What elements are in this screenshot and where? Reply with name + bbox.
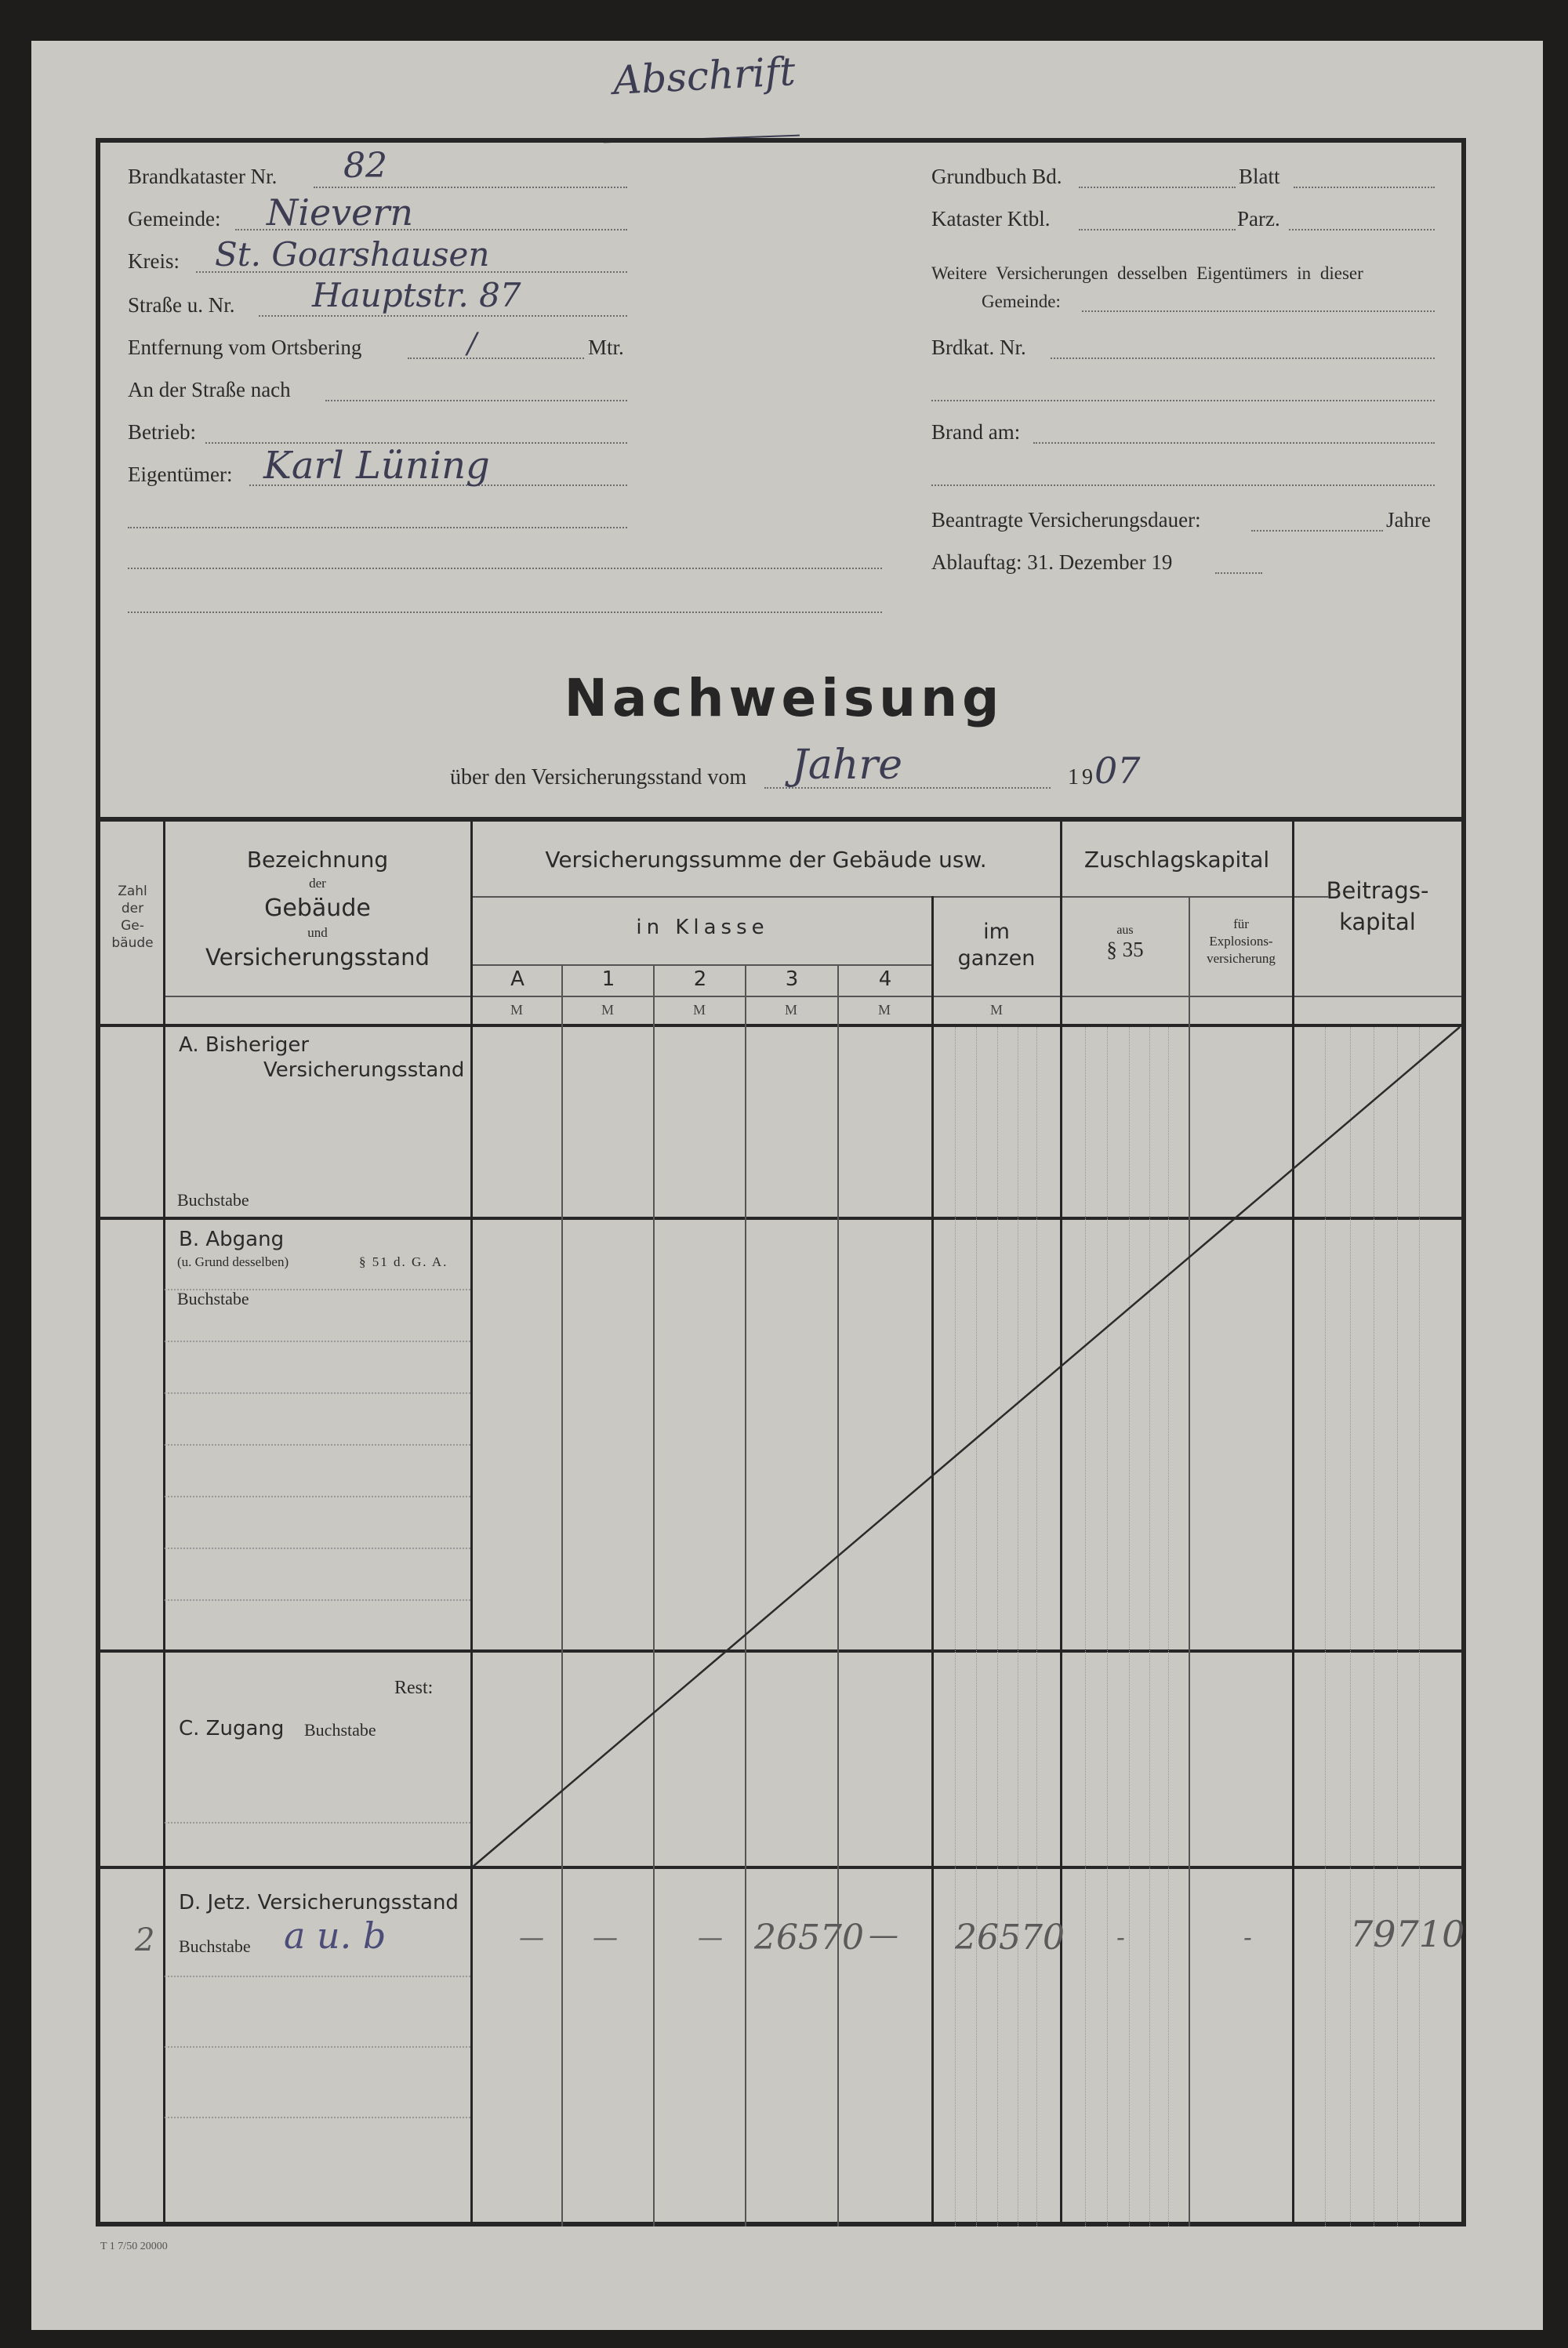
weitere-label: Weitere Versicherungen desselben Eigentümers in dieser [931,263,1363,283]
section-b-sub: (u. Grund desselben) [177,1254,289,1269]
weitere-label-2: Gemeinde: [982,292,1061,311]
header-beitrag-2: kapital [1339,909,1416,935]
section-b-para: § 51 d. G. A. [359,1254,448,1269]
d-value-klasse-4: — [869,1918,898,1952]
blatt-label: Blatt [1239,165,1280,188]
brdkat-label: Brdkat. Nr. [931,336,1026,359]
header-in-klasse: in Klasse [636,916,769,939]
brandkataster-value: 82 [343,146,387,186]
header-bezeichnung [165,847,470,971]
section-b-title: B. Abgang [179,1228,285,1251]
gemeinde-value: Nievern [267,191,414,234]
header-klasse-1: 1 [601,967,615,991]
header-versicherung: versicherung [1207,951,1276,966]
kataster-label: Kataster Ktbl. [931,207,1051,230]
header-klasse-3: 3 [785,967,799,991]
footer-print-code: T 1 7/50 20000 [100,2241,168,2252]
parz-label: Parz. [1237,207,1280,230]
section-b-buchstabe: Buchstabe [177,1289,249,1308]
entfernung-value: / [467,328,477,360]
dauer-label: Beantragte Versicherungsdauer: [931,508,1201,532]
header-im-ganzen [933,919,1060,972]
mark-2: M [692,1002,706,1018]
mark-1: M [601,1002,614,1018]
header-bezeichnung-3: Gebäude [264,895,371,922]
header-aus: aus [1116,924,1134,937]
header-zahl-line-3: Ge- [121,918,144,934]
entfernung-label: Entfernung vom Ortsbering [128,336,362,359]
d-value-im-ganzen: 26570 [955,1918,1065,1958]
form-title: Nachweisung [564,668,1004,728]
section-d-buchstabe: Buchstabe [179,1936,251,1956]
year-prefix: 19 [1068,765,1096,789]
section-d-title: D. Jetz. Versicherungsstand [179,1891,459,1914]
gemeinde-label: Gemeinde: [128,207,221,230]
section-a-buchstabe: Buchstabe [177,1190,249,1210]
eigentuemer-value: Karl Lüning [263,444,490,488]
header-zahl-line-2: der [121,901,144,916]
subtitle-label: über den Versicherungsstand vom [450,765,747,789]
entfernung-unit: Mtr. [588,336,624,359]
header-beitrag-1: Beitrags- [1326,877,1429,904]
mark-3: M [784,1002,797,1018]
section-a-title: A. Bisheriger [179,1033,310,1057]
header-bezeichnung-4: und [307,925,328,940]
header-bezeichnung-5: Versicherungsstand [205,944,430,971]
rest-label: Rest: [394,1678,434,1698]
header-para-35: § 35 [1106,938,1144,961]
mark-4: M [877,1002,891,1018]
header-bezeichnung-2: der [309,876,326,891]
subtitle-value: Jahre [792,742,902,789]
brandkataster-label: Brandkataster Nr. [128,165,278,188]
header-zahl-line-4: bäude [111,935,154,951]
d-value-klasse-1: — [593,1922,618,1952]
year-value: 07 [1094,749,1141,792]
header-beitragskapital [1294,875,1461,938]
kreis-value: St. Goarshausen [215,235,490,274]
header-zahl-line-1: Zahl [118,884,147,899]
d-value-explosion: - [1243,1922,1252,1952]
d-buchstabe-value: a u. b [284,1914,387,1957]
section-a-title-2: Versicherungsstand [263,1058,465,1082]
section-c-title: C. Zugang [179,1717,285,1740]
d-zahl-value: 2 [135,1922,155,1958]
strasse-value: Hauptstr. 87 [312,276,521,314]
kreis-label: Kreis: [128,249,180,273]
betrieb-label: Betrieb: [128,420,196,444]
header-aus-35 [1062,924,1189,962]
grundbuch-label: Grundbuch Bd. [931,165,1062,188]
header-explosions: Explosions- [1209,934,1273,949]
eigentuemer-label: Eigentümer: [128,463,233,486]
header-versicherungssumme: Versicherungssumme der Gebäude usw. [545,847,987,873]
header-zahl [100,883,165,952]
header-zuschlag: Zuschlagskapital [1083,847,1270,873]
header-fuer: für [1233,916,1249,931]
d-value-klasse-2: — [698,1922,723,1952]
mark-A: M [510,1002,523,1018]
stamp-abschrift: Abschrift [612,48,797,104]
header-bezeichnung-1: Bezeichnung [246,847,389,873]
header-explosion [1190,916,1292,967]
d-value-klasse-A: — [519,1922,544,1952]
brand-label: Brand am: [931,420,1021,444]
d-value-klasse-3: 26570 [754,1918,864,1958]
dauer-unit: Jahre [1386,508,1431,532]
header-im-ganzen-1: im [983,920,1010,944]
mark-ganzen: M [989,1002,1003,1018]
header-im-ganzen-2: ganzen [957,946,1036,971]
section-c-buchstabe: Buchstabe [304,1720,376,1740]
header-klasse-2: 2 [693,967,707,991]
strasse-nach-label: An der Straße nach [128,378,291,401]
d-value-beitrag: 79710 [1350,1913,1465,1955]
ablauf-label: Ablauftag: 31. Dezember 19 [931,550,1173,574]
d-value-aus-35: - [1116,1922,1125,1952]
header-klasse-4: 4 [878,967,892,991]
header-klasse-A: A [510,967,524,991]
strasse-label: Straße u. Nr. [128,293,235,317]
